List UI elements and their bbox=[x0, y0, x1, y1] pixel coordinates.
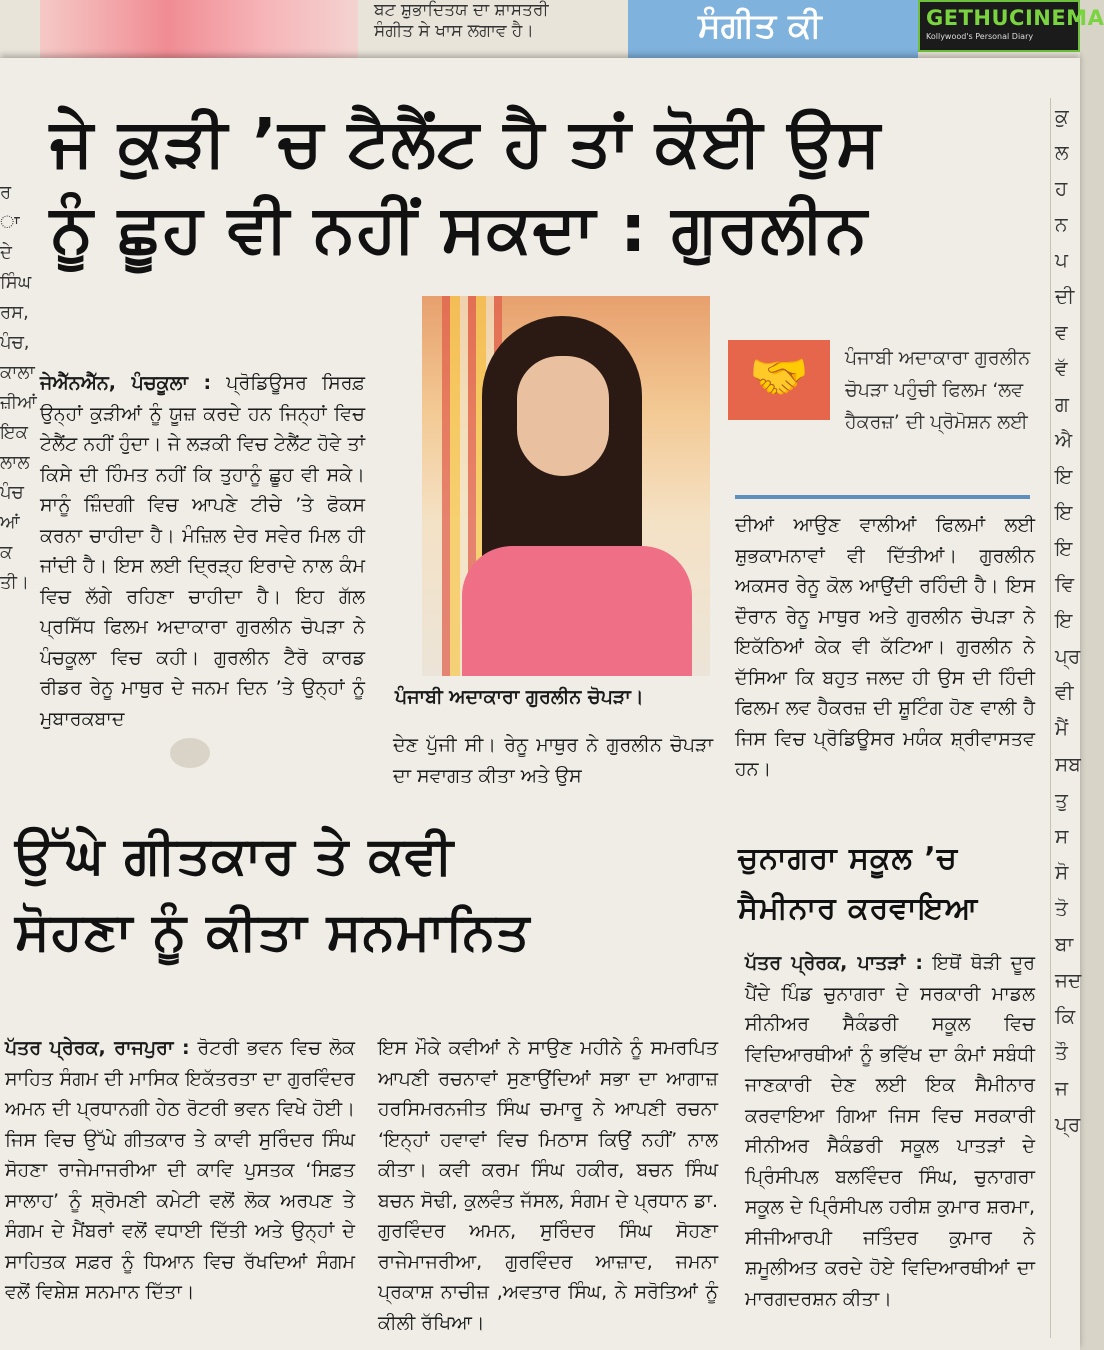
fragment-text: ਪੰਚ, bbox=[0, 332, 30, 353]
handshake-icon: 🤝 bbox=[749, 349, 809, 405]
headline-line: ਚੁਨਾਗਰਾ ਸਕੂਲ ’ਚ bbox=[738, 841, 958, 876]
fragment-text: ਕ bbox=[0, 542, 13, 563]
headline-line: ਸੋਹਣਾ ਨੂੰ ਕੀਤਾ ਸਨਮਾਨਿਤ bbox=[15, 902, 531, 962]
background-photo-fragment bbox=[40, 0, 358, 64]
fragment-text: ਕਾਲਾ bbox=[0, 362, 35, 383]
article-headline bbox=[738, 834, 1038, 934]
headline-line: ਸੈਮੀਨਾਰ ਕਰਵਾਇਆ bbox=[738, 891, 979, 926]
fragment-text: ਇਕ bbox=[0, 422, 28, 443]
photo-face bbox=[517, 356, 609, 476]
background-text-line: ਸੰਗੀਤ ਸੇ ਖਾਸ ਲਗਾਵ ਹੈ। bbox=[374, 21, 534, 41]
fragment-text: ਇ bbox=[1055, 464, 1073, 488]
dateline: ਪੱਤਰ ਪ੍ਰੇਰਕ, ਰਾਜਪੁਰਾ : bbox=[5, 1037, 190, 1059]
fragment-text: ਤੋ bbox=[1055, 896, 1068, 920]
fragment-text: ਾ ਦੇ bbox=[0, 212, 20, 263]
fragment-text: ਵਿ bbox=[1055, 572, 1074, 596]
fragment-text: ਪ੍ਰ bbox=[1055, 1112, 1081, 1136]
divider bbox=[735, 495, 1030, 499]
fragment-text: ਸੋ bbox=[1055, 860, 1069, 884]
article-column bbox=[40, 368, 365, 734]
fragment-text: ਪੰਚ bbox=[0, 482, 24, 503]
fragment-text: ਆਂ bbox=[0, 512, 20, 533]
article-column bbox=[745, 948, 1035, 1314]
fragment-text: ਪ bbox=[1055, 248, 1068, 272]
fragment-text: ਲ bbox=[1055, 140, 1069, 164]
article-column: ਦੀਆਂ ਆਉਣ ਵਾਲੀਆਂ ਫਿਲਮਾਂ ਲਈ ਸ਼ੁਭਕਾਮਨਾਵਾਂ ਵੀ ਦਿੱਤੀਆਂ। ਗੁਰਲੀਨ ਅਕਸਰ ਰੇਨੂ ਕੋਲ ਆਉਂਦੀ ਰਹਿੰਦੀ ਹੈ। ਇਸ ਦੌਰਾਨ ਰੇਨੂ ਮਾਥੁਰ ਅਤੇ ਗੁਰਲੀਨ ਚੋਪੜਾ ਨੇ ਇਕੱਠਿਆਂ ਕੇਕ ਵੀ ਕੱਟਿਆ। ਗੁਰਲੀਨ ਨੇ ਦੱਸਿਆ ਕਿ ਬਹੁਤ ਜਲਦ ਹੀ ਉਸ ਦੀ ਹਿੰਦੀ ਫਿਲਮ ਲਵ ਹੈਕਰਜ਼ ਦੀ ਸ਼ੂਟਿੰਗ ਹੋਣ ਵਾਲੀ ਹੈ ਜਿਸ ਵਿਚ ਪ੍ਰੋਡਿਊਸਰ ਮਯੰਕ ਸ਼੍ਰੀਵਾਸਤਵ ਹਨ। bbox=[735, 514, 1035, 780]
background-text-line: ਬਟ ਸ਼ੁਭਾਦਿਤਯ ਦਾ ਸ਼ਾਸਤਰੀ bbox=[374, 0, 549, 20]
column-text: ਇਥੋਂ ਥੋੜੀ ਦੂਰ ਪੈਂਦੇ ਪਿੰਡ ਚੁਨਾਗਰਾ ਦੇ ਸਰਕਾਰੀ ਮਾਡਲ ਸੀਨੀਅਰ ਸੈਕੰਡਰੀ ਸਕੂਲ ਵਿਚ ਵਿਦਿਆਰਥੀਆਂ ਨੂੰ ਭਵਿੱਖ ਦਾ ਕੰਮਾਂ ਸਬੰਧੀ ਜਾਣਕਾਰੀ ਦੇਣ ਲਈ ਇਕ ਸੈਮੀਨਾਰ ਕਰਵਾਇਆ ਗਿਆ ਜਿਸ ਵਿਚ ਸਰਕਾਰੀ ਸੀਨੀਅਰ ਸੈਕੰਡਰੀ ਸਕੂਲ ਪਾਤੜਾਂ ਦੇ ਪ੍ਰਿੰਸੀਪਲ ਬਲਵਿੰਦਰ ਸਿੰਘ, ਚੁਨਾਗਰਾ ਸਕੂਲ ਦੇ ਪ੍ਰਿੰਸੀਪਲ ਹਰੀਸ਼ ਕੁਮਾਰ ਸ਼ਰਮਾ, ਸੀਜੀਆਰਪੀ ਜਤਿੰਦਰ ਕੁਮਾਰ ਨੇ ਸ਼ਮੂਲੀਅਤ ਕਰਦੇ ਹੋਏ ਵਿਦਿਆਰਥੀਆਂ ਦਾ ਮਾਰਗਦਰਸ਼ਨ ਕੀਤਾ। bbox=[745, 952, 1036, 1310]
right-edge-column-fragment bbox=[1050, 98, 1080, 1338]
logo-tagline: Kollywood's Personal Diary bbox=[926, 32, 1034, 41]
watermark-logo bbox=[918, 0, 1104, 52]
fragment-text: ਰਸ, bbox=[0, 302, 29, 323]
fragment-text: ਇ bbox=[1055, 536, 1073, 560]
fragment-text: ਸਬ bbox=[1055, 752, 1081, 776]
left-edge-column-fragment bbox=[0, 178, 37, 678]
fragment-text: ਵੱ bbox=[1055, 356, 1068, 380]
fragment-text: ਜ਼ੀਆਂ bbox=[0, 392, 37, 413]
headline-line: ਨੂੰ ਛੂਹ ਵੀ ਨਹੀਂ ਸਕਦਾ : ਗੁਰਲੀਨ bbox=[50, 190, 868, 267]
fragment-text: ਇ bbox=[1055, 500, 1073, 524]
fragment-text: ਸ bbox=[1055, 824, 1069, 848]
fragment-text: ਕੁ bbox=[1055, 104, 1069, 128]
fragment-text: ਰ bbox=[0, 182, 12, 203]
logo-name: GETHUCINEMA bbox=[926, 6, 1104, 30]
fragment-text: ਲਾਲ bbox=[0, 452, 30, 473]
fragment-text: ਇ bbox=[1055, 608, 1073, 632]
article-column: ਦੇਣ ਪੁੱਜੀ ਸੀ। ਰੇਨੂ ਮਾਥੁਰ ਨੇ ਗੁਰਲੀਨ ਚੋਪੜਾ ਦਾ ਸਵਾਗਤ ਕੀਤਾ ਅਤੇ ਉਸ bbox=[393, 734, 713, 787]
fragment-text: ਜਦ bbox=[1055, 968, 1082, 992]
article-column bbox=[5, 1033, 355, 1308]
ink-stain bbox=[170, 738, 210, 768]
fragment-text: ਬਾ bbox=[1055, 932, 1074, 956]
photo-caption: ਪੰਜਾਬੀ ਅਦਾਕਾਰਾ ਗੁਰਲੀਨ ਚੋਪੜਾ। bbox=[395, 686, 644, 708]
headline-line: ਉੱਘੇ ਗੀਤਕਾਰ ਤੇ ਕਵੀ bbox=[15, 826, 454, 886]
fragment-text: ਪ੍ਰ bbox=[1055, 644, 1081, 668]
fragment-text: ਦੀ bbox=[1055, 284, 1075, 308]
fragment-text: ਗ bbox=[1055, 392, 1069, 416]
fragment-text: ਕਿ bbox=[1055, 1004, 1076, 1028]
headline-line: ਜੇ ਕੁੜੀ ’ਚ ਟੈਲੈਂਟ ਹੈ ਤਾਂ ਕੋਈ ਉਸ bbox=[50, 104, 882, 181]
fragment-text: ਹ bbox=[1055, 176, 1068, 200]
photo-dress bbox=[462, 546, 692, 676]
article-headline bbox=[50, 100, 1020, 272]
dateline: ਪੱਤਰ ਪ੍ਰੇਰਕ, ਪਾਤੜਾਂ : bbox=[745, 952, 924, 974]
fragment-text: ਤੌ bbox=[1055, 1040, 1068, 1064]
fragment-text: ਵ bbox=[1055, 320, 1068, 344]
fragment-text: ਤੀ। bbox=[0, 572, 30, 593]
background-banner: ਸੰਗੀਤ ਕੀ bbox=[628, 0, 918, 58]
fragment-text: ਵੀ bbox=[1055, 680, 1074, 704]
background-text-fragment bbox=[368, 0, 608, 64]
promo-blurb: ਪੰਜਾਬੀ ਅਦਾਕਾਰਾ ਗੁਰਲੀਨ ਚੋਪੜਾ ਪਹੁੰਚੀ ਫਿਲਮ ‘ਲਵ ਹੈਕਰਜ਼’ ਦੀ ਪ੍ਰੋਮੋਸ਼ਨ ਲਈ bbox=[845, 347, 1031, 433]
fragment-text: ਨ bbox=[1055, 212, 1068, 236]
column-text: ਪ੍ਰੋਡਿਊਸਰ ਸਿਰਫ਼ ਉਨ੍ਹਾਂ ਕੁੜੀਆਂ ਨੂੰ ਯੂਜ਼ ਕਰਦੇ ਹਨ ਜਿਨ੍ਹਾਂ ਵਿਚ ਟੇਲੈਂਟ ਨਹੀਂ ਹੁੰਦਾ। ਜੇ ਲੜਕੀ ਵਿਚ ਟੇਲੈਂਟ ਹੋਵੇ ਤਾਂ ਕਿਸੇ ਦੀ ਹਿੰਮਤ ਨਹੀਂ ਕਿ ਤੁਹਾਨੂੰ ਛੂਹ ਵੀ ਸਕੇ। ਸਾਨੂੰ ਜ਼ਿੰਦਗੀ ਵਿਚ ਆਪਣੇ ਟੀਚੇ ’ਤੇ ਫੋਕਸ ਕਰਨਾ ਚਾਹੀਦਾ ਹੈ। ਮੰਜ਼ਿਲ ਦੇਰ ਸਵੇਰ ਮਿਲ ਹੀ ਜਾਂਦੀ ਹੈ। ਇਸ ਲਈ ਦ੍ਰਿੜ੍ਹ ਇਰਾਦੇ ਨਾਲ ਕੰਮ ਵਿਚ ਲੱਗੇ ਰਹਿਣਾ ਚਾਹੀਦਾ ਹੈ। ਇਹ ਗੱਲ ਪ੍ਰਸਿੱਧ ਫਿਲਮ ਅਦਾਕਾਰਾ ਗੁਰਲੀਨ ਚੋਪੜਾ ਨੇ ਪੰਚਕੂਲਾ ਵਿਚ ਕਹੀ। ਗੁਰਲੀਨ ਟੈਰੋ ਕਾਰਡ ਰੀਡਰ ਰੇਨੂ ਮਾਥੁਰ ਦੇ ਜਨਮ ਦਿਨ ’ਤੇ ਉਨ੍ਹਾਂ ਨੂੰ ਮੁਬਾਰਕਬਾਦ bbox=[40, 372, 365, 730]
newspaper-clipping bbox=[0, 58, 1080, 1350]
article-headline bbox=[15, 818, 715, 970]
promo-icon-box bbox=[728, 340, 830, 420]
fragment-text: ਐ bbox=[1055, 428, 1073, 452]
fragment-text: ਸਿੰਘ bbox=[0, 272, 32, 293]
article-column: ਇਸ ਮੌਕੇ ਕਵੀਆਂ ਨੇ ਸਾਉਣ ਮਹੀਨੇ ਨੂੰ ਸਮਰਪਿਤ ਆਪਣੀ ਰਚਨਾਵਾਂ ਸੁਣਾਉਂਦਿਆਂ ਸਭਾ ਦਾ ਆਗਾਜ਼ ਹਰਸਿਮਰਨਜੀਤ ਸਿੰਘ ਚਮਾਰੂ ਨੇ ਆਪਣੀ ਰਚਨਾ ‘ਇਨ੍ਹਾਂ ਹਵਾਵਾਂ ਵਿਚ ਮਿਠਾਸ ਕਿਉਂ ਨਹੀਂ’ ਨਾਲ ਕੀਤਾ। ਕਵੀ ਕਰਮ ਸਿੰਘ ਹਕੀਰ, ਬਚਨ ਸਿੰਘ ਬਚਨ ਸੋਢੀ, ਕੁਲਵੰਤ ਜੱਸਲ, ਸੰਗਮ ਦੇ ਪ੍ਰਧਾਨ ਡਾ. ਗੁਰਵਿੰਦਰ ਅਮਨ, ਸੁਰਿੰਦਰ ਸਿੰਘ ਸੋਹਣਾ ਰਾਜੇਮਾਜਰੀਆ, ਗੁਰਵਿੰਦਰ ਆਜ਼ਾਦ, ਜਮਨਾ ਪ੍ਰਕਾਸ਼ ਨਾਚੀਜ਼ ,ਅਵਤਾਰ ਸਿੰਘ, ਨੇ ਸਰੋਤਿਆਂ ਨੂੰ ਕੀਲੀ ਰੱਖਿਆ। bbox=[378, 1037, 718, 1334]
column-text: ਰੋਟਰੀ ਭਵਨ ਵਿਚ ਲੋਕ ਸਾਹਿਤ ਸੰਗਮ ਦੀ ਮਾਸਿਕ ਇਕੱਤਰਤਾ ਦਾ ਗੁਰਵਿੰਦਰ ਅਮਨ ਦੀ ਪ੍ਰਧਾਨਗੀ ਹੇਠ ਰੋਟਰੀ ਭਵਨ ਵਿਖੇ ਹੋਈ। ਜਿਸ ਵਿਚ ਉੱਘੇ ਗੀਤਕਾਰ ਤੇ ਕਾਵੀ ਸੁਰਿੰਦਰ ਸਿੰਘ ਸੋਹਣਾ ਰਾਜੇਮਾਜਰੀਆ ਦੀ ਕਾਵਿ ਪੁਸਤਕ ‘ਸਿਫ਼ਤ ਸਾਲਾਹ’ ਨੂੰ ਸ਼੍ਰੋਮਣੀ ਕਮੇਟੀ ਵਲੋਂ ਲੋਕ ਅਰਪਣ ਤੇ ਸੰਗਮ ਦੇ ਮੈਂਬਰਾਂ ਵਲੋਂ ਵਧਾਈ ਦਿੱਤੀ ਅਤੇ ਉਨ੍ਹਾਂ ਦੇ ਸਾਹਿਤਕ ਸਫ਼ਰ ਨੂੰ ਧਿਆਨ ਵਿਚ ਰੱਖਦਿਆਂ ਸੰਗਮ ਵਲੋਂ ਵਿਸ਼ੇਸ਼ ਸਨਮਾਨ ਦਿੱਤਾ। bbox=[5, 1037, 355, 1303]
fragment-text: ਤੁ bbox=[1055, 788, 1068, 812]
dateline: ਜੇਐੱਨਐੱਨ, ਪੰਚਕੂਲਾ : bbox=[40, 372, 212, 394]
actress-photo bbox=[422, 296, 710, 676]
fragment-text: ਜ bbox=[1055, 1076, 1069, 1100]
fragment-text: ਮੈਂ bbox=[1055, 716, 1069, 740]
